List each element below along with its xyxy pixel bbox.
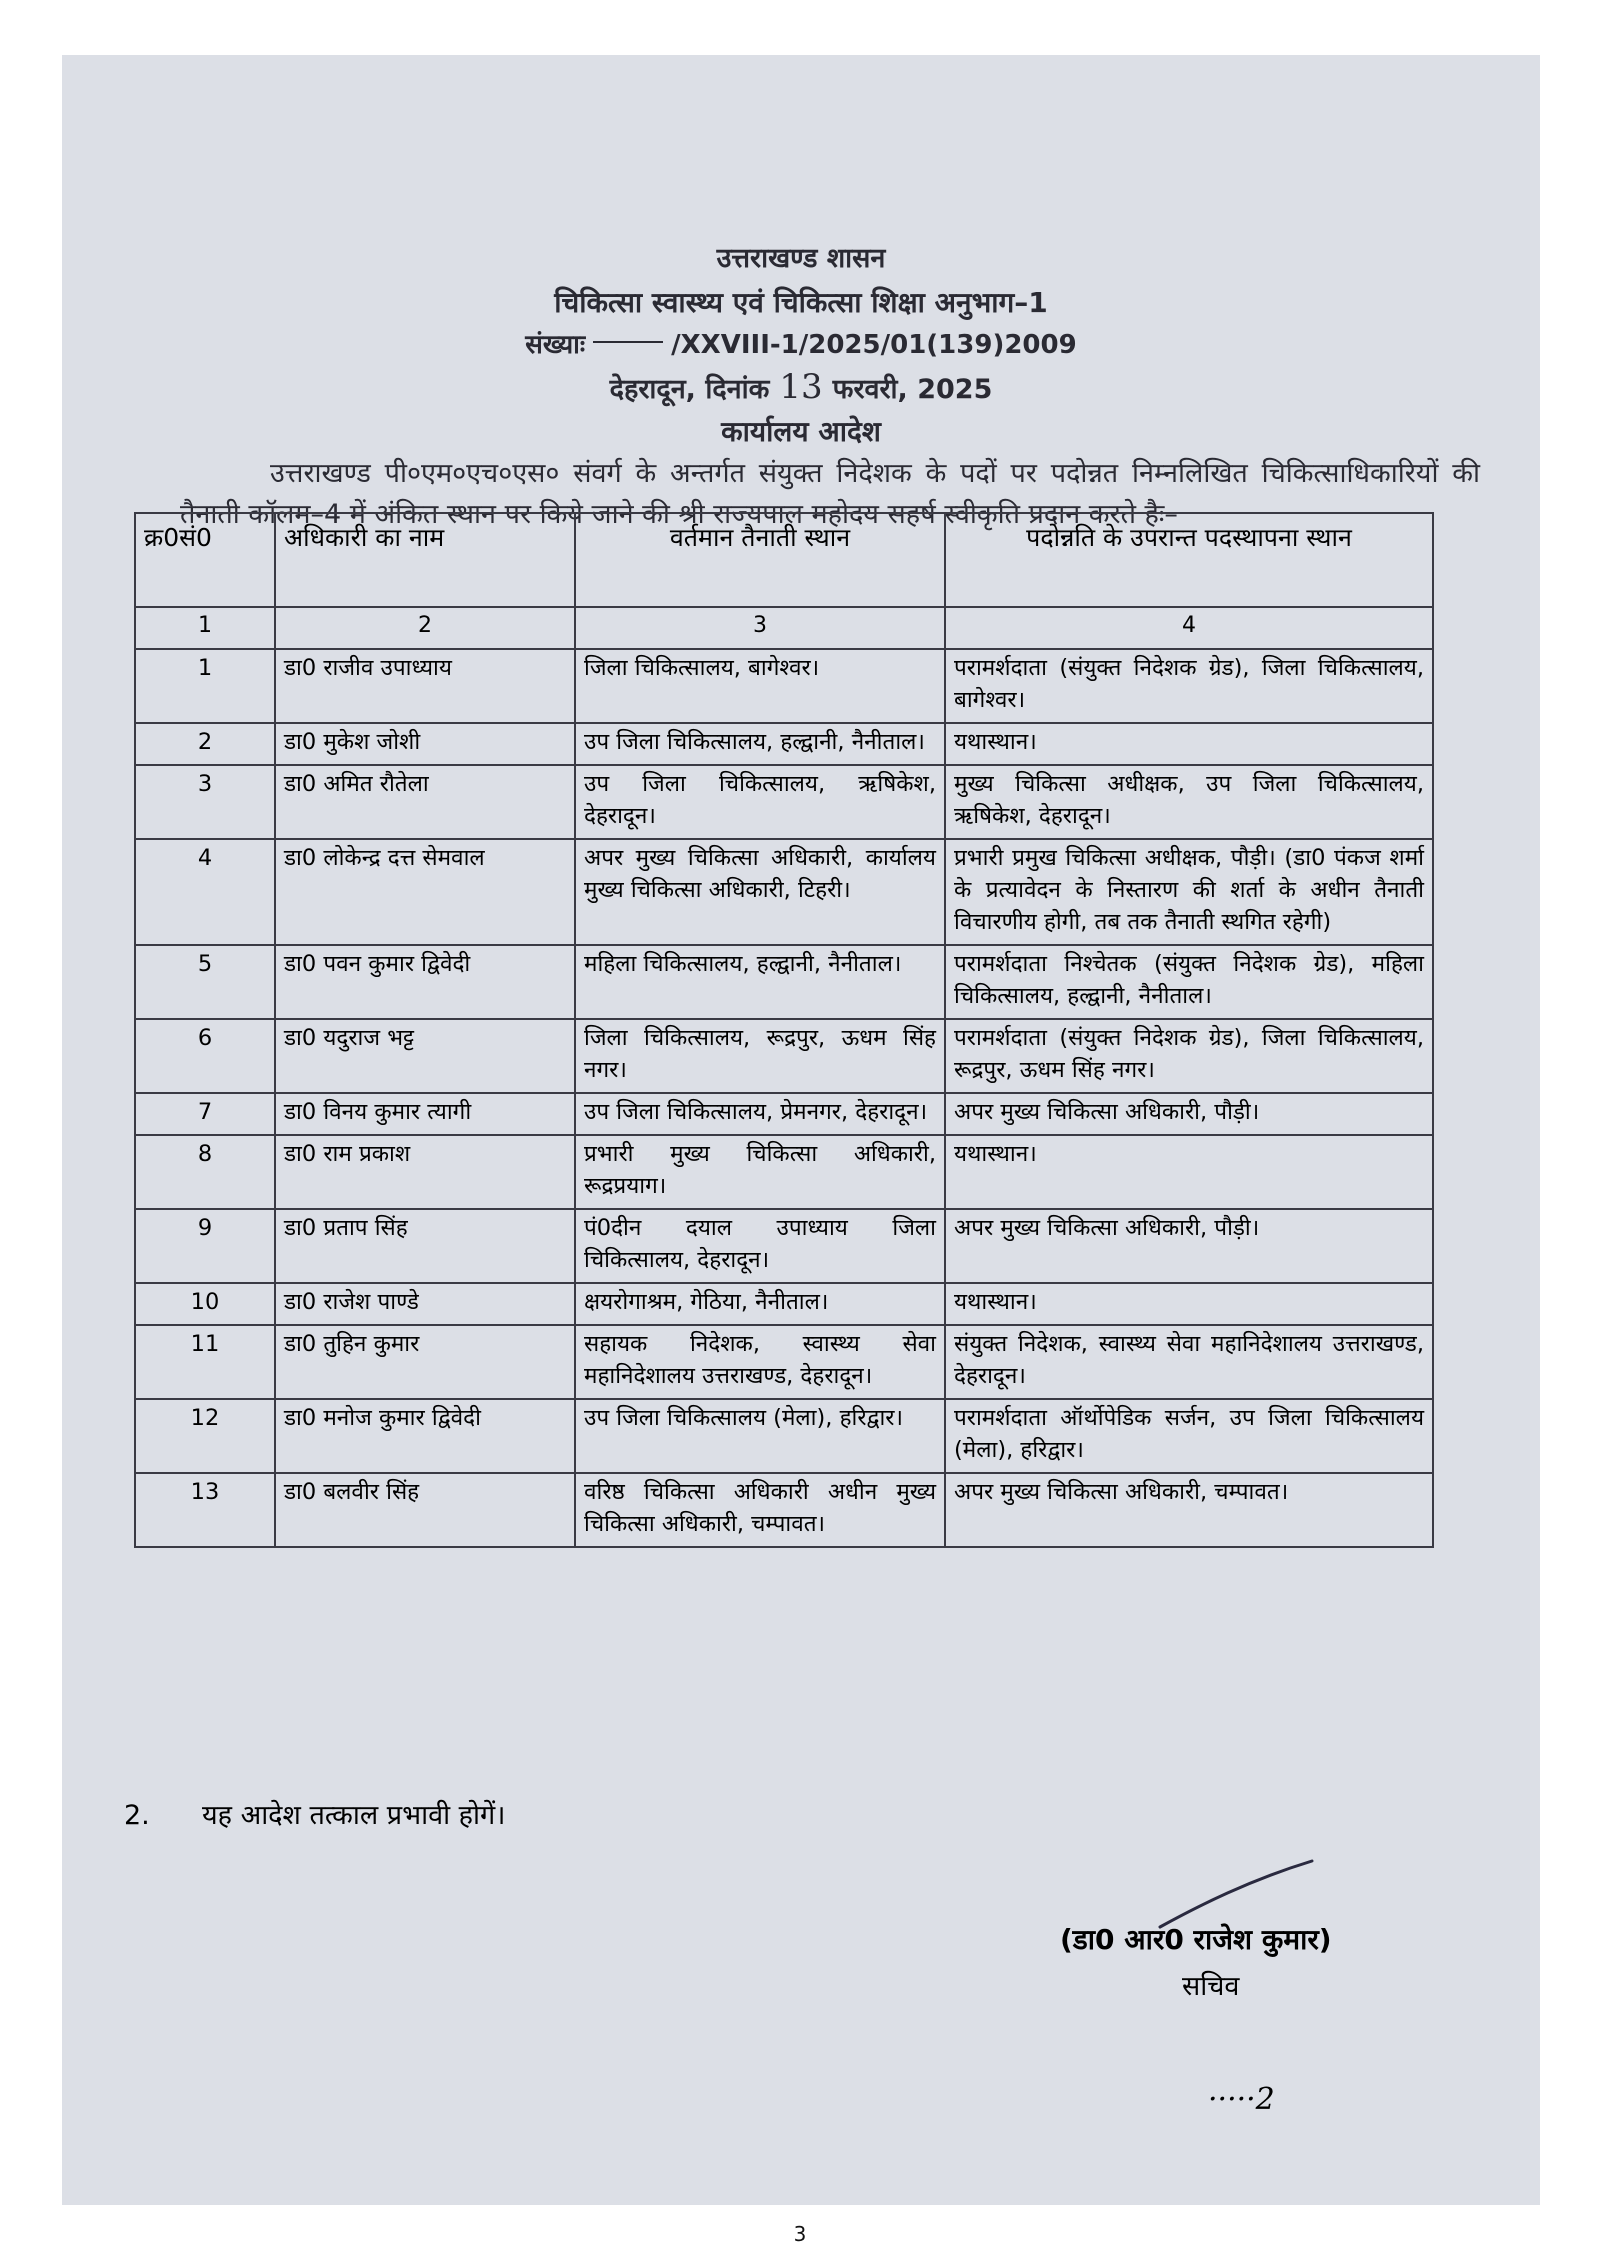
paragraph-2	[124, 1795, 505, 1832]
row-new-posting: संयुक्त निदेशक, स्वास्थ्य सेवा महानिदेशालय उत्तराखण्ड, देहरादून।	[945, 1325, 1433, 1399]
govt-heading: उत्तराखण्ड शासन	[716, 243, 886, 274]
row-sn: 1	[135, 649, 275, 723]
row-current-posting: सहायक निदेशक, स्वास्थ्य सेवा महानिदेशालय उत्तराखण्ड, देहरादून।	[575, 1325, 945, 1399]
row-officer-name: डा0 यदुराज भट्ट	[275, 1019, 575, 1093]
number-blank	[593, 341, 663, 343]
row-current-posting: प्रभारी मुख्य चिकित्सा अधिकारी, रूद्रप्रयाग।	[575, 1135, 945, 1209]
row-new-posting: यथास्थान।	[945, 723, 1433, 765]
header-sn: क्र0सं0	[135, 513, 275, 607]
row-sn: 8	[135, 1135, 275, 1209]
row-new-posting: परामर्शदाता ऑर्थोपेडिक सर्जन, उप जिला चिकित्सालय (मेला), हरिद्वार।	[945, 1399, 1433, 1473]
row-current-posting: उप जिला चिकित्सालय, प्रेमनगर, देहरादून।	[575, 1093, 945, 1135]
row-new-posting: अपर मुख्य चिकित्सा अधिकारी, पौड़ी।	[945, 1209, 1433, 1283]
row-officer-name: डा0 अमित रौतेला	[275, 765, 575, 839]
table-row	[135, 649, 1433, 723]
table-row	[135, 945, 1433, 1019]
row-officer-name: डा0 पवन कुमार द्विवेदी	[275, 945, 575, 1019]
column-number-row	[135, 607, 1433, 649]
table-row	[135, 839, 1433, 945]
row-new-posting: परामर्शदाता (संयुक्त निदेशक ग्रेड), जिला चिकित्सालय, रूद्रपुर, ऊधम सिंह नगर।	[945, 1019, 1433, 1093]
row-officer-name: डा0 बलवीर सिंह	[275, 1473, 575, 1547]
signatory-name: (डा0 आर0 राजेश कुमार)	[1060, 1923, 1332, 1956]
row-new-posting: मुख्य चिकित्सा अधीक्षक, उप जिला चिकित्सालय, ऋषिकेश, देहरादून।	[945, 765, 1433, 839]
row-current-posting: उप जिला चिकित्सालय (मेला), हरिद्वार।	[575, 1399, 945, 1473]
row-current-posting: जिला चिकित्सालय, रूद्रपुर, ऊधम सिंह नगर।	[575, 1019, 945, 1093]
paragraph-number: 2.	[124, 1800, 150, 1831]
header-name: अधिकारी का नाम	[275, 513, 575, 607]
table-row	[135, 1209, 1433, 1283]
row-officer-name: डा0 राजेश पाण्डे	[275, 1283, 575, 1325]
intro-text: उत्तराखण्ड पी०एम०एच०एस० संवर्ग के अन्तर्गत संयुक्त निदेशक के पदों पर पदोन्नत निम्नलिखित चिकित्साधिकारियों की तैनाती कॉलम–4 में अंकित स्थान पर किये जाने की श्री राज्यपाल महोदय सहर्ष स्वीकृति प्रदान करते हैः–	[180, 458, 1480, 530]
order-title: कार्यालय आदेश	[721, 415, 881, 448]
table-row	[135, 1019, 1433, 1093]
col-number: 1	[135, 607, 275, 649]
row-sn: 6	[135, 1019, 275, 1093]
place-date-prefix: देहरादून, दिनांक	[609, 374, 770, 405]
row-new-posting: परामर्शदाता (संयुक्त निदेशक ग्रेड), जिला चिकित्सालय, बागेश्वर।	[945, 649, 1433, 723]
row-officer-name: डा0 राम प्रकाश	[275, 1135, 575, 1209]
row-new-posting: अपर मुख्य चिकित्सा अधिकारी, चम्पावत।	[945, 1473, 1433, 1547]
row-new-posting: अपर मुख्य चिकित्सा अधिकारी, पौड़ी।	[945, 1093, 1433, 1135]
row-current-posting: उप जिला चिकित्सालय, हल्द्वानी, नैनीताल।	[575, 723, 945, 765]
row-new-posting: परामर्शदाता निश्चेतक (संयुक्त निदेशक ग्रेड), महिला चिकित्सालय, हल्द्वानी, नैनीताल।	[945, 945, 1433, 1019]
row-officer-name: डा0 तुहिन कुमार	[275, 1325, 575, 1399]
department-heading: चिकित्सा स्वास्थ्य एवं चिकित्सा शिक्षा अनुभाग–1	[554, 286, 1048, 319]
date-day: 13	[779, 367, 823, 407]
posting-table	[134, 512, 1434, 1548]
row-new-posting: यथास्थान।	[945, 1135, 1433, 1209]
row-sn: 13	[135, 1473, 275, 1547]
row-officer-name: डा0 प्रताप सिंह	[275, 1209, 575, 1283]
date-rest: फरवरी, 2025	[832, 374, 993, 405]
row-current-posting: पं0दीन दयाल उपाध्याय जिला चिकित्सालय, देहरादून।	[575, 1209, 945, 1283]
table-row	[135, 1399, 1433, 1473]
table-header-row	[135, 513, 1433, 607]
place-date-line	[62, 367, 1540, 407]
row-officer-name: डा0 विनय कुमार त्यागी	[275, 1093, 575, 1135]
table-row	[135, 765, 1433, 839]
row-current-posting: वरिष्ठ चिकित्सा अधिकारी अधीन मुख्य चिकित्सा अधिकारी, चम्पावत।	[575, 1473, 945, 1547]
page-number: 3	[793, 2222, 807, 2246]
row-new-posting: यथास्थान।	[945, 1283, 1433, 1325]
row-officer-name: डा0 मुकेश जोशी	[275, 723, 575, 765]
row-current-posting: क्षयरोगाश्रम, गेठिया, नैनीताल।	[575, 1283, 945, 1325]
table-row	[135, 1283, 1433, 1325]
row-current-posting: जिला चिकित्सालय, बागेश्वर।	[575, 649, 945, 723]
row-current-posting: अपर मुख्य चिकित्सा अधिकारी, कार्यालय मुख्य चिकित्सा अधिकारी, टिहरी।	[575, 839, 945, 945]
col-number: 3	[575, 607, 945, 649]
header-new-posting: पदोन्नति के उपरान्त पदस्थापना स्थान	[945, 513, 1433, 607]
row-sn: 11	[135, 1325, 275, 1399]
number-value: /XXVIII-1/2025/01(139)2009	[671, 330, 1077, 360]
row-sn: 7	[135, 1093, 275, 1135]
row-sn: 5	[135, 945, 275, 1019]
row-sn: 3	[135, 765, 275, 839]
signatory-designation: सचिव	[1182, 1971, 1240, 2002]
row-new-posting: प्रभारी प्रमुख चिकित्सा अधीक्षक, पौड़ी। (डा0 पंकज शर्मा के प्रत्यावेदन के निस्तारण की शर्ता के अधीन तैनाती विचारणीय होगी, तब तक तैनाती स्थगित रहेगी)	[945, 839, 1433, 945]
row-officer-name: डा0 लोकेन्द्र दत्त सेमवाल	[275, 839, 575, 945]
row-officer-name: डा0 राजीव उपाध्याय	[275, 649, 575, 723]
row-sn: 10	[135, 1283, 275, 1325]
row-sn: 2	[135, 723, 275, 765]
order-number-line	[62, 325, 1540, 361]
row-sn: 9	[135, 1209, 275, 1283]
number-label: संख्याः	[525, 330, 586, 360]
table-row	[135, 1325, 1433, 1399]
continuation-mark: ·····2	[1208, 2082, 1275, 2117]
col-number: 4	[945, 607, 1433, 649]
row-sn: 4	[135, 839, 275, 945]
row-current-posting: महिला चिकित्सालय, हल्द्वानी, नैनीताल।	[575, 945, 945, 1019]
table-row	[135, 1093, 1433, 1135]
row-officer-name: डा0 मनोज कुमार द्विवेदी	[275, 1399, 575, 1473]
row-sn: 12	[135, 1399, 275, 1473]
table-row	[135, 1135, 1433, 1209]
header-current-posting: वर्तमान तैनाती स्थान	[575, 513, 945, 607]
col-number: 2	[275, 607, 575, 649]
row-current-posting: उप जिला चिकित्सालय, ऋषिकेश, देहरादून।	[575, 765, 945, 839]
table-row	[135, 1473, 1433, 1547]
paragraph-text: यह आदेश तत्काल प्रभावी होगें।	[202, 1800, 506, 1831]
table-row	[135, 723, 1433, 765]
